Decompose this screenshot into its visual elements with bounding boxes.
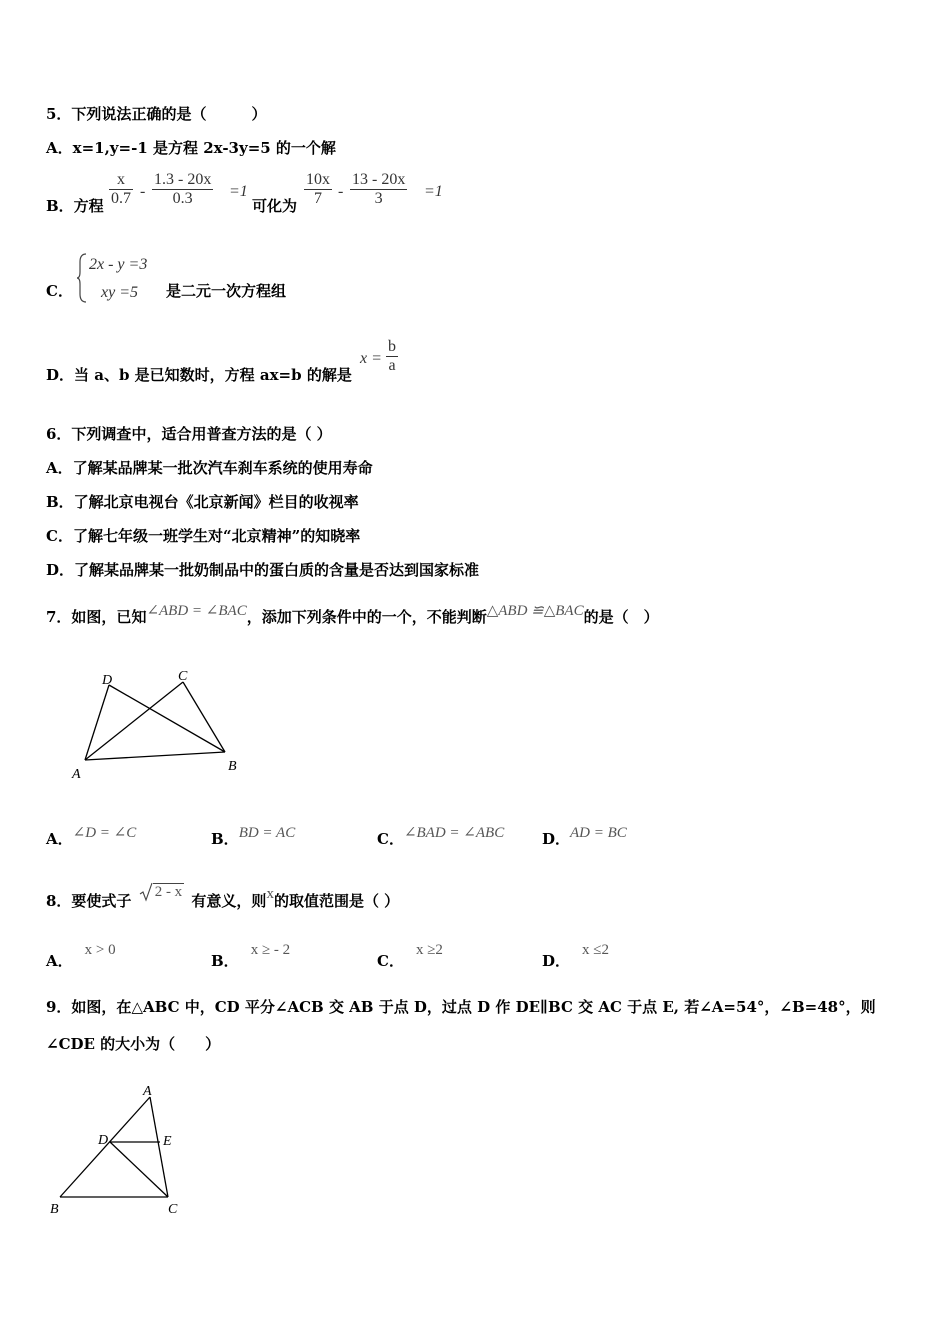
- q5-option-d: D．当 a、b 是已知数时，方程 ax=b 的解是: [46, 366, 352, 384]
- q7-line-cb: [183, 682, 225, 752]
- q6-option-d: D．了解某品牌某一批奶制品中的蛋白质的含量是否达到国家标准: [46, 561, 480, 579]
- q5-option-a: A．x=1,y=-1 是方程 2x-3y=5 的一个解: [46, 139, 336, 157]
- q6-option-c: C．了解七年级一班学生对“北京精神”的知晓率: [46, 527, 361, 545]
- q6-option-a: A．了解某品牌某一批次汽车刹车系统的使用寿命: [46, 459, 373, 477]
- q5-c-brace: [76, 252, 88, 304]
- q9-label-e: E: [163, 1134, 172, 1149]
- q9-label-a: A: [143, 1084, 152, 1099]
- q5-b-fraction-3: $\frac{10x}{7}$: [306, 171, 330, 207]
- q9-stem-line-2: ∠CDE 的大小为（ ）: [46, 1035, 221, 1053]
- q7-congruence: △ABD ≌△BAC: [486, 603, 584, 619]
- q8-radical: 2 - x: [139, 882, 185, 902]
- q7-line-ad: [85, 685, 109, 760]
- q7-option-c: C．∠BAD = ∠ABC: [377, 825, 505, 848]
- q7-option-b: B．BD = AC: [211, 825, 296, 848]
- q8-stem: 8．要使式子 2 - x 有意义，则x的取值范围是（ ）: [46, 884, 400, 910]
- q9-label-d: D: [98, 1133, 109, 1148]
- q7-option-a: A．∠D = ∠C: [46, 825, 137, 848]
- q7-line-ac: [85, 682, 183, 760]
- q5-option-b-label: B．方程: [46, 197, 104, 215]
- q5-b-fraction-4: $\frac{13 - 20x}{3}$: [352, 171, 406, 207]
- q7-option-d: D．AD = BC: [542, 825, 627, 848]
- q8-option-b: B．x ≥ - 2: [211, 942, 291, 970]
- q5-b-minus-1: -: [140, 183, 146, 200]
- q8-option-d: D．x ≤2: [542, 942, 609, 970]
- q5-option-c-label: C．: [46, 282, 73, 300]
- q5-c-text: 是二元一次方程组: [166, 282, 287, 300]
- q9-label-c: C: [168, 1202, 178, 1217]
- q5-c-equation-2: xy =5: [101, 284, 138, 301]
- q5-b-fraction-2: $\frac{1.3 - 20x}{0.3}$: [154, 171, 212, 207]
- q7-label-a: A: [72, 767, 81, 782]
- q5-b-equals-2: =1: [424, 183, 443, 200]
- q9-figure: [40, 1075, 210, 1225]
- q7-label-d: D: [102, 673, 113, 688]
- q5-d-fraction: $\frac{b}{a}$: [388, 338, 396, 374]
- q7-label-b: B: [228, 759, 237, 774]
- q6-stem: 6．下列调查中，适合用普查方法的是（ ）: [46, 425, 332, 443]
- q7-condition: ∠ABD = ∠BAC: [146, 603, 247, 619]
- q5-b-minus-2: -: [338, 183, 344, 200]
- q9-stem-line-1: 9．如图，在△ABC 中，CD 平分∠ACB 交 AB 于点 D，过点 D 作 DE∥BC 交 AC 于点 E, 若∠A=54°，∠B=48°，则: [46, 998, 876, 1016]
- q7-label-c: C: [178, 669, 188, 684]
- q6-option-b: B．了解北京电视台《北京新闻》栏目的收视率: [46, 493, 359, 511]
- q5-d-x-equals: x =: [360, 350, 382, 367]
- q7-stem: 7．如图，已知∠ABD = ∠BAC，添加下列条件中的一个，不能判断△ABD ≌△BAC的是（ ）: [46, 603, 659, 626]
- q5-c-equation-1: 2x - y =3: [89, 256, 148, 273]
- q9-label-b: B: [50, 1202, 59, 1217]
- q8-radical-sign: [139, 882, 153, 902]
- q5-b-equals-1: =1: [229, 183, 248, 200]
- q8-option-a: A．x > 0: [46, 942, 116, 970]
- q7-line-ab: [85, 752, 225, 760]
- q5-b-fraction-1: $\frac{x}{0.7}$: [111, 171, 131, 207]
- q8-option-c: C．x ≥2: [377, 942, 443, 970]
- q5-stem: 5．下列说法正确的是（ ）: [46, 105, 267, 123]
- q7-figure: [60, 660, 260, 785]
- q5-b-middle-text: 可化为: [252, 197, 298, 215]
